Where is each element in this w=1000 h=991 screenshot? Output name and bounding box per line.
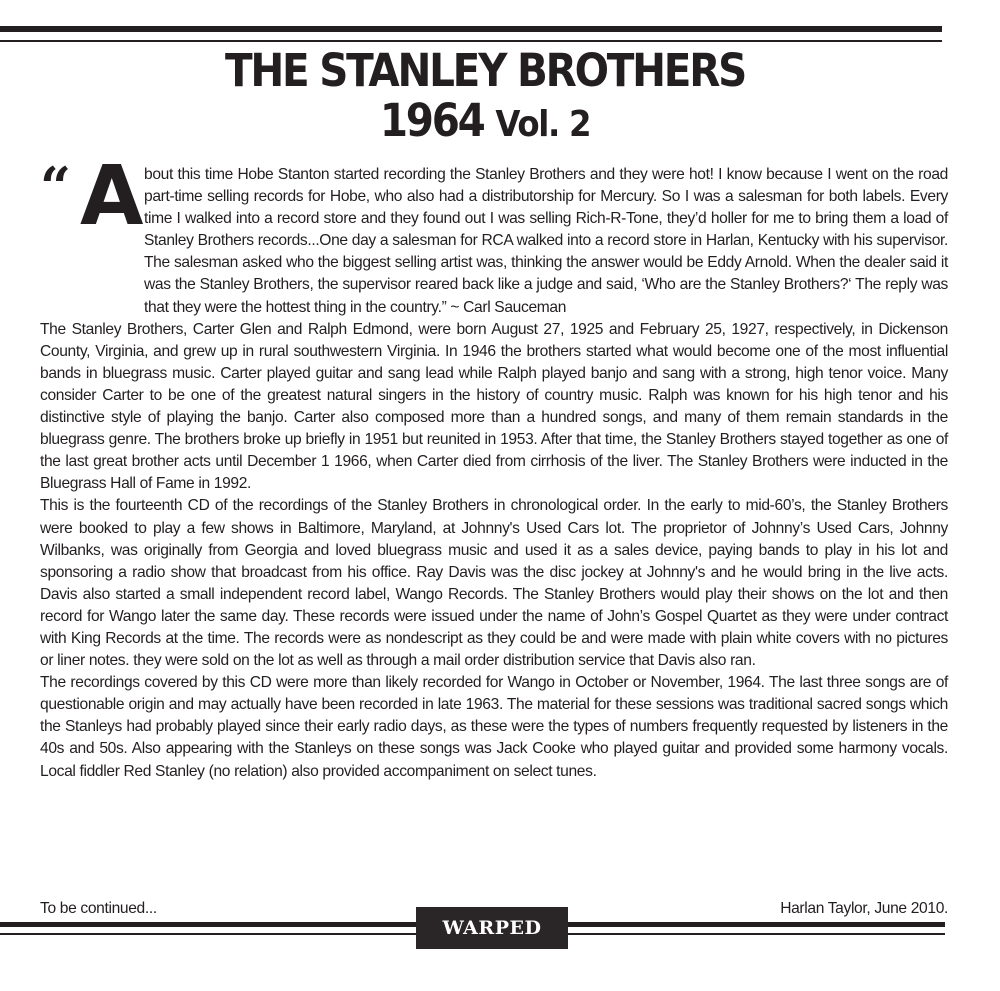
top-rule-thin bbox=[0, 40, 942, 42]
top-rule-thick bbox=[0, 26, 942, 32]
open-quote-mark: “ bbox=[40, 155, 71, 219]
catalog-badge: WARPED 6478 bbox=[416, 907, 568, 949]
to-be-continued: To be continued... bbox=[40, 900, 157, 917]
paragraph-biography: The Stanley Brothers, Carter Glen and Ralph Edmond, were born August 27, 1925 and February 25, 1927, respectively, in Dickenson County, Virginia, and grew up in rural southwestern Virginia. In 1946 the brothers started what would become one of the most influential bands in bluegrass music. Carter played guitar and sang lead while Ralph played banjo and sang with a strong, high tenor voice. Many consider Carter to be one of the greatest natural singers in the history of country music. Ralph was known for his high tenor and his distinctive style of playing the banjo. Carter also composed more than a hundred songs, and many of them remain standards in the bluegrass genre. The brothers broke up briefly in 1951 but reunited in 1953. After that time, the Stanley Brothers stayed together as one of the last great brother acts until December 1 1966, when Carter died from cirrhosis of the liver. The Stanley Brothers were inducted in the Bluegrass Hall of Fame in 1992. bbox=[40, 320, 948, 493]
page-title: THE STANLEY BROTHERS bbox=[224, 44, 746, 97]
quote-text: bout this time Hobe Stanton started recording the Stanley Brothers and they were hot! I know because I went on the road part-time selling records for Hobe, who also had a distributorship for Mercury. So I was a salesman for both labels. Every time I walked into a record store and they found out I was selling Rich-R-Tone, they’d holler for me to bring them a load of Stanley Brothers records...One day a salesman for RCA walked into a record store in Harlan, Kentucky with his supervisor. The salesman asked who the biggest selling artist was, thinking the answer would be Eddy Arnold. When the dealer said it was the Stanley Brothers, the supervisor reared back like a judge and said, ‘Who are the Stanley Brothers?‘ The reply was that they were the hottest thing in the country.” ~ Carl Sauceman bbox=[144, 166, 948, 316]
paragraph-wango: This is the fourteenth CD of the recordings of the Stanley Brothers in chronological order. In the early to mid-60’s, the Stanley Brothers were booked to play a few shows in Baltimore, Maryland, at Johnny's Used Cars lot. The proprietor of Johnny’s Used Cars, Johnny Wilbanks, was originally from Georgia and loved bluegrass music and used it as a sales device, paying bands to play in his lot and sponsoring a radio show that broadcast from his office. Ray Davis was the disc jockey at Johnny's and he would bring in the live acts. Davis also started a small independent record label, Wango Records. The Stanley Brothers would play their shows on the lot and then record for Wango later the same day. These records were issued under the name of John’s Gospel Quartet as they were under contract with King Records at the time. The records were as nondescript as they could be and were made with plain white covers with no pictures or liner notes. they were sold on the lot as well as through a mail order distribution service that Davis also ran. bbox=[40, 497, 948, 670]
title-volume: Vol. 2 bbox=[495, 104, 591, 145]
paragraph-recordings: The recordings covered by this CD were more than likely recorded for Wango in October or November, 1964. The last three songs are of questionable origin and may actually have been recorded in late 1963. The material for these sessions was traditional sacred songs which the Stanleys had probably played since their early radio days, as these were the types of numbers frequently requested by listeners in the 40s and 50s. Also appearing with the Stanleys on these songs was Jack Cooke who played guitar and provided some harmony vocals. Local fiddler Red Stanley (no relation) also provided accompaniment on select tunes. bbox=[40, 674, 948, 780]
opening-quote bbox=[40, 149, 948, 319]
title-year: 1964 bbox=[379, 94, 484, 147]
liner-notes-body bbox=[40, 149, 948, 783]
drop-cap: A bbox=[80, 149, 144, 244]
author-credit: Harlan Taylor, June 2010. bbox=[780, 900, 948, 917]
subtitle bbox=[49, 96, 922, 150]
